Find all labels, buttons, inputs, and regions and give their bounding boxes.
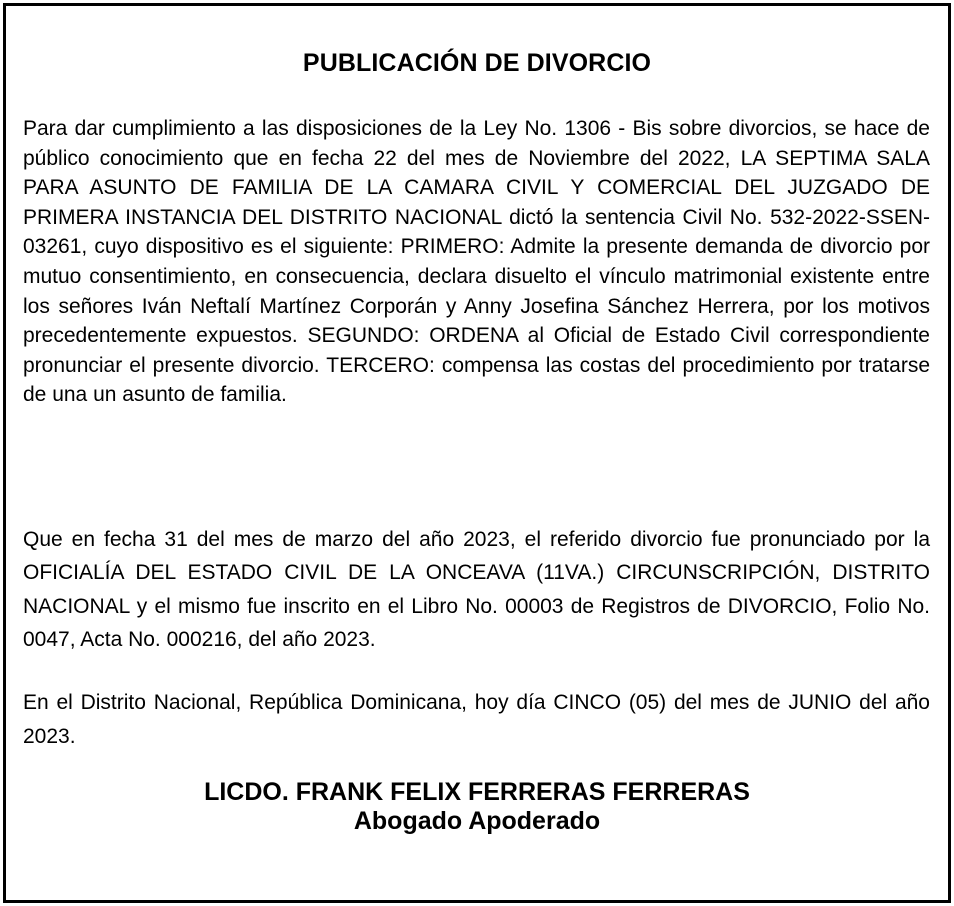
notice-paragraph-registration: Que en fecha 31 del mes de marzo del año 2023, el referido divorcio fue pronunciado por la OFICIALÍA DEL ESTADO CIVIL DE LA ONCEAVA (11VA.) CIRCUNSCRIPCIÓN, DISTRITO NACIONAL y el mismo fue inscrito en el Libro No. 00003 de Registros de DIVORCIO, Folio No. 0047, Acta No. 000216, del año 2023. [23,528,930,651]
signatory-name: LICDO. FRANK FELIX FERRERAS FERRERAS [204,778,750,806]
notice-paragraph-sentence: Para dar cumplimiento a las disposiciones de la Ley No. 1306 - Bis sobre divorcios, se hace de público conocimiento que en fecha 22 del mes de Noviembre del 2022, LA SEPTIMA SALA PARA ASUNTO DE FAMILIA DE LA CAMARA CIVIL Y COMERCIAL DEL JUZGADO DE PRIMERA INSTANCIA DEL DISTRITO NACIONAL dictó la sentencia Civil No. 532-2022-SSEN-03261, cuyo dispositivo es el siguiente: PRIMERO: Admite la presente demanda de divorcio por mutuo consentimiento, en consecuencia, declara disuelto el vínculo matrimonial existente entre los señores Iván Neftalí Martínez Corporán y Anny Josefina Sánchez Herrera, por los motivos precedentemente expuestos. SEGUNDO: ORDENA al Oficial de Estado Civil correspondiente pronunciar el presente divorcio. TERCERO: compensa las costas del procedimiento por tratarse de una un asunto de familia. [23,117,930,407]
signatory-role: Abogado Apoderado [353,807,601,835]
notice-paragraph-place-date: En el Distrito Nacional, República Dominicana, hoy día CINCO (05) del mes de JUNIO del año 2023. [23,691,930,748]
signature-block [6,778,948,836]
notice-title: PUBLICACIÓN DE DIVORCIO [302,49,652,77]
divorce-notice [3,3,951,903]
